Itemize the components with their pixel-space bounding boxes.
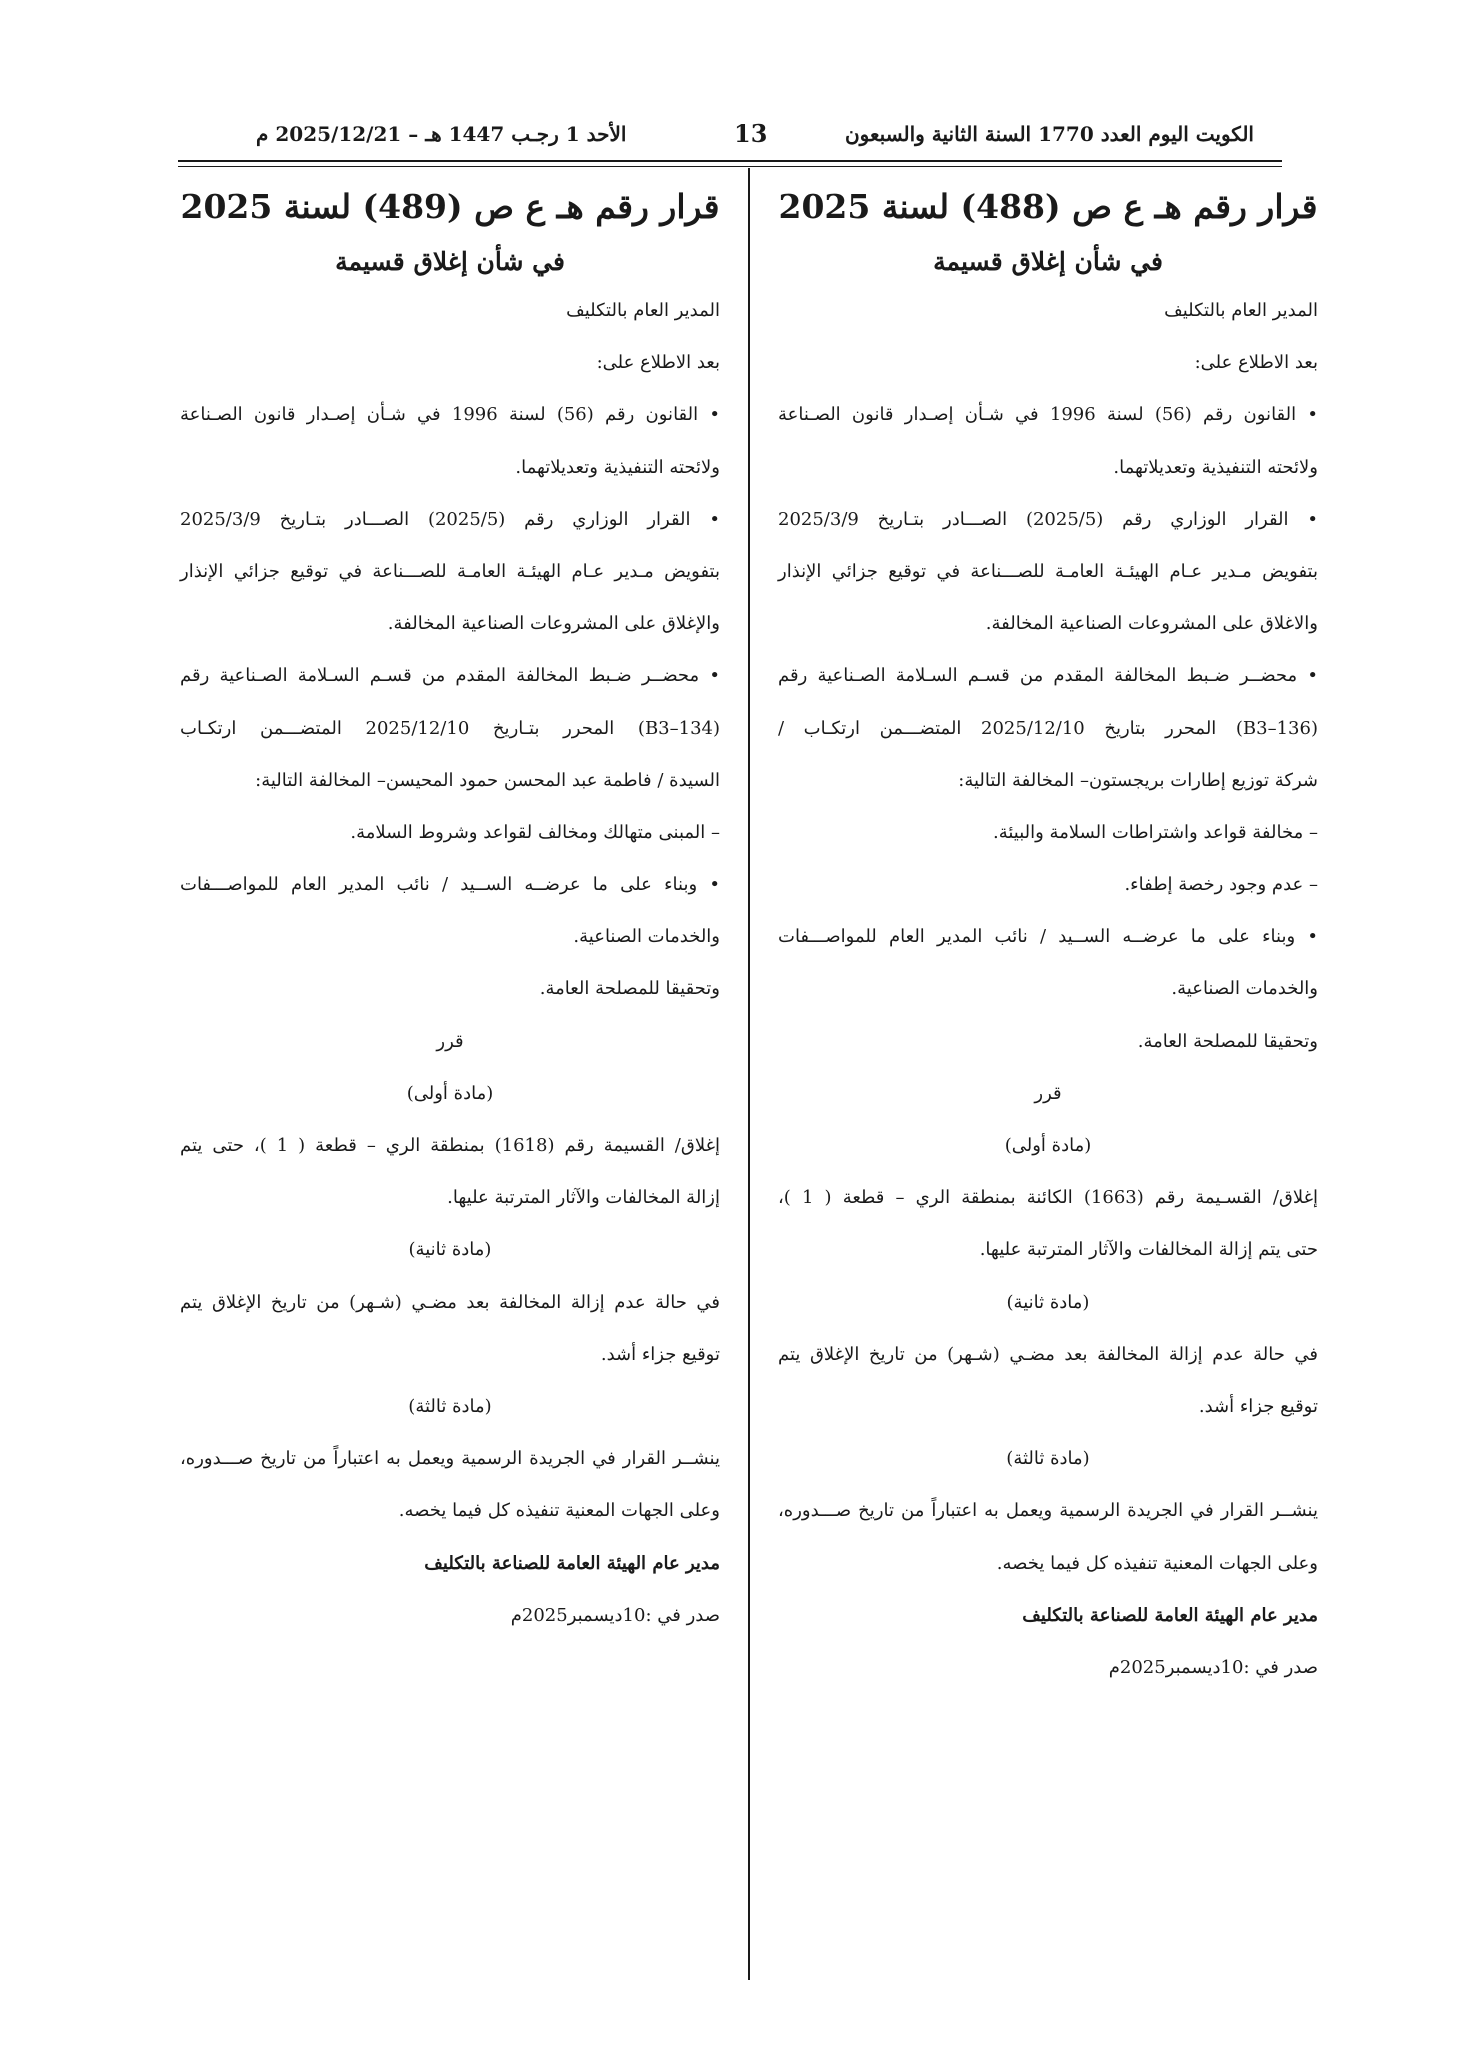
column-divider (748, 168, 750, 1980)
body-line: – مخالفة قواعد واشتراطات السلامة والبيئة. (992, 821, 1318, 843)
decision-title: قرار رقم هـ ع ص (489) لسنة 2025 (180, 187, 720, 226)
body-line: حتى يتم إزالة المخالفات والآثار المترتبة عليها. (979, 1239, 1318, 1261)
signature-line: مدير عام الهيئة العامة للصناعة بالتكليف (424, 1552, 720, 1574)
body-line: إزالة المخالفات والآثار المترتبة عليها. (447, 1187, 720, 1209)
decision-subtitle: في شأن إغلاق قسيمة (335, 247, 565, 276)
header-rule-thin (178, 166, 1282, 167)
decided-heading: قرر (436, 1030, 464, 1052)
body-line: بتفويض مـدير عـام الهيئـة العامـة للصـــناعة في توقيع جزائي الإنذار (180, 560, 720, 582)
decision-488-column (778, 184, 1318, 1707)
body-line: ولائحته التنفيذية وتعديلاتهما. (515, 456, 720, 478)
body-line: • وبناء على ما عرضــه الســيد / نائب المدير العام للمواصـــفات (180, 874, 720, 896)
body-line: • محضــر ضـبط المخالفة المقدم من قسـم السـلامة الصـناعية رقم (778, 665, 1318, 687)
body-line: ولائحته التنفيذية وتعديلاتهما. (1113, 456, 1318, 478)
header-date: الأحد 1 رجـب 1447 هـ – 2025/12/21 م (256, 122, 627, 146)
body-line: • وبناء على ما عرضــه الســيد / نائب المدير العام للمواصـــفات (778, 926, 1318, 948)
body-line: – عدم وجود رخصة إطفاء. (1124, 874, 1318, 896)
body-line: ينشــر القرار في الجريدة الرسمية ويعمل به اعتباراً من تاريخ صـــدوره، (778, 1500, 1318, 1522)
article-heading: (مادة أولى) (406, 1082, 494, 1104)
signature-line: مدير عام الهيئة العامة للصناعة بالتكليف (1022, 1604, 1318, 1626)
preamble-line: بعد الاطلاع على: (596, 352, 720, 374)
body-line: بتفويض مـدير عـام الهيئـة العامـة للصـــناعة في توقيع جزائي الإنذار (778, 560, 1318, 582)
body-line: ينشــر القرار في الجريدة الرسمية ويعمل به اعتباراً من تاريخ صـــدوره، (180, 1448, 720, 1470)
body-line: • القانون رقم (56) لسنة 1996 في شـأن إصـدار قانون الصـناعة (180, 404, 721, 426)
body-line: والخدمات الصناعية. (573, 926, 720, 948)
body-line: وعلى الجهات المعنية تنفيذه كل فيما يخصه. (996, 1552, 1318, 1574)
body-line: • القانون رقم (56) لسنة 1996 في شـأن إصـدار قانون الصـناعة (778, 404, 1319, 426)
article-heading: (مادة ثالثة) (1006, 1448, 1090, 1470)
issue-date: صدر في :10ديسمبر2025م (510, 1604, 720, 1626)
header-issue-info: الكويت اليوم العدد 1770 السنة الثانية والسبعون (844, 122, 1254, 146)
body-line: توقيع جزاء أشد. (600, 1343, 720, 1365)
article-heading: (مادة ثانية) (408, 1239, 492, 1261)
decision-title: قرار رقم هـ ع ص (488) لسنة 2025 (778, 187, 1318, 226)
body-line: السيدة / فاطمة عبد المحسن حمود المحيسن– المخالفة التالية: (255, 769, 720, 791)
article-heading: (مادة ثالثة) (408, 1395, 492, 1417)
body-line: في حالة عدم إزالة المخالفة بعد مضـي (شـهر) من تاريخ الإغلاق يتم (180, 1291, 721, 1313)
issuer-line: المدير العام بالتكليف (1164, 300, 1318, 321)
article-heading: (مادة أولى) (1004, 1135, 1092, 1156)
body-line: – المبنى متهالك ومخالف لقواعد وشروط السلامة. (350, 821, 720, 843)
body-line: والخدمات الصناعية. (1171, 978, 1318, 1000)
body-line: وتحقيقا للمصلحة العامة. (1137, 1030, 1318, 1052)
body-line: (B3–136) المحرر بتاريخ 2025/12/10 المتضـــمن ارتكـاب / (778, 717, 1318, 739)
article-heading: (مادة ثانية) (1006, 1291, 1090, 1313)
body-line: إغلاق/ القسيمة رقم (1618) بمنطقة الري – قطعة ( 1 )، حتى يتم (180, 1135, 720, 1156)
body-line: • القرار الوزاري رقم (2025/5) الصـــادر بتـاريخ 2025/3/9 (778, 508, 1318, 530)
page-number: 13 (734, 119, 768, 148)
body-line: في حالة عدم إزالة المخالفة بعد مضـي (شـهر) من تاريخ الإغلاق يتم (778, 1343, 1319, 1365)
decided-heading: قرر (1034, 1082, 1062, 1104)
body-line: والإغلاق على المشروعات الصناعية المخالفة. (387, 613, 720, 635)
issue-date: صدر في :10ديسمبر2025م (1108, 1656, 1318, 1678)
body-line: • القرار الوزاري رقم (2025/5) الصـــادر بتـاريخ 2025/3/9 (180, 508, 720, 530)
body-line: وعلى الجهات المعنية تنفيذه كل فيما يخصه. (398, 1500, 720, 1522)
body-line: توقيع جزاء أشد. (1198, 1395, 1318, 1417)
decision-489-column (180, 184, 720, 1655)
body-line: والاغلاق على المشروعات الصناعية المخالفة. (985, 613, 1318, 635)
preamble-line: بعد الاطلاع على: (1194, 352, 1318, 374)
body-line: شركة توزيع إطارات بريجستون– المخالفة التالية: (958, 769, 1318, 791)
decision-subtitle: في شأن إغلاق قسيمة (933, 247, 1163, 276)
issuer-line: المدير العام بالتكليف (566, 300, 720, 321)
body-line: إغلاق/ القسـيمة رقم (1663) الكائنة بمنطقة الري – قطعة ( 1 )، (778, 1187, 1318, 1209)
body-line: (B3–134) المحرر بتـاريخ 2025/12/10 المتضـــمن ارتكـاب (180, 717, 721, 739)
body-line: وتحقيقا للمصلحة العامة. (539, 978, 720, 1000)
body-line: • محضــر ضـبط المخالفة المقدم من قسـم السـلامة الصـناعية رقم (180, 665, 720, 687)
header-rule-thick (178, 160, 1282, 162)
page-header (178, 119, 1282, 162)
